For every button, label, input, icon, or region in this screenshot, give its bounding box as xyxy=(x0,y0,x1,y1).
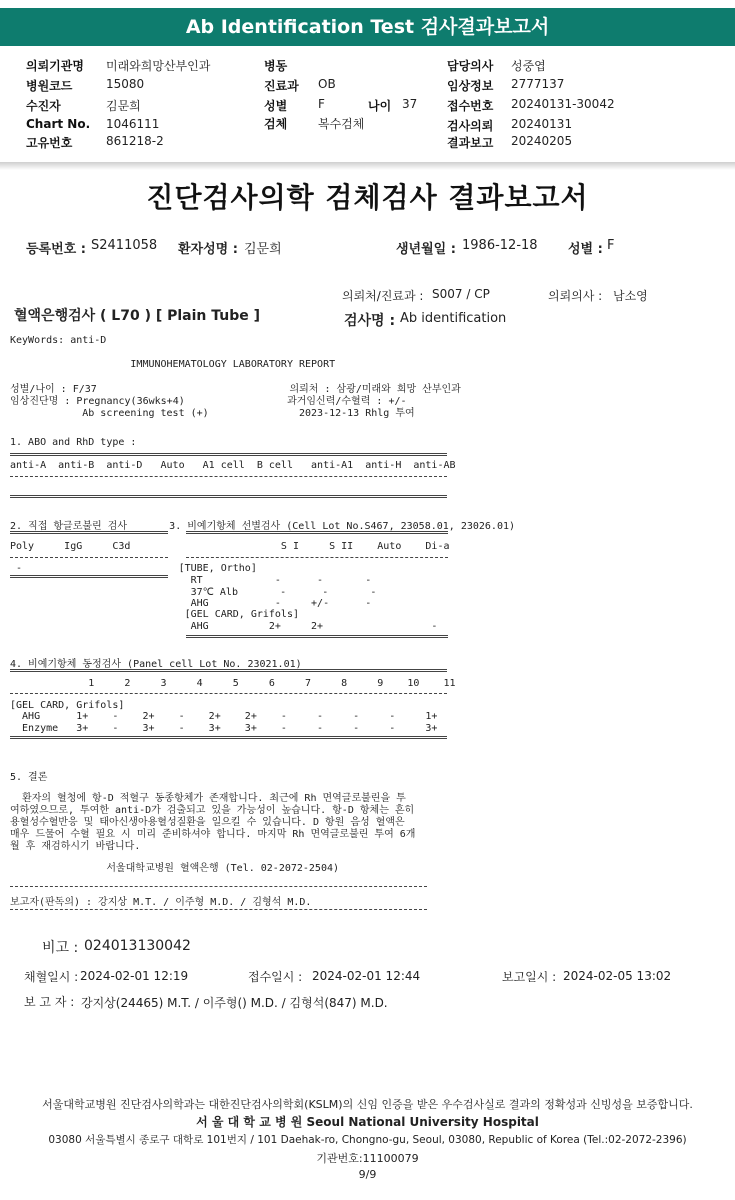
lab-line: 5. 결론 xyxy=(10,772,48,783)
table-rule xyxy=(10,909,427,910)
reporter-value: 강지상(24465) M.T. / 이주형() M.D. / 김형석(847) M.D. xyxy=(81,996,388,1010)
lab-line: AHG 2+ 2+ - xyxy=(10,621,438,632)
info-value: 미래와희망산부인과 xyxy=(106,59,211,73)
reporter-label: 보 고 자 : xyxy=(24,995,75,1009)
lab-line: Enzyme 3+ - 3+ - 3+ 3+ - - - - 3+ xyxy=(10,723,438,734)
info-label: 의뢰기관명 xyxy=(26,59,84,73)
dob-value: 1986-12-18 xyxy=(462,238,538,253)
lab-line: 37℃ Alb - - - xyxy=(10,587,377,598)
lab-line: 환자의 혈청에 항-D 적혈구 동종항체가 존재합니다. 최근에 Rh 면역글로불린을 투 xyxy=(10,793,406,804)
lab-line: 매우 드물어 수혈 필요 시 미리 준비하셔야 합니다. 마지막 Rh 면역글로불린 투여 6개 xyxy=(10,829,416,840)
info-value: 1046111 xyxy=(106,117,160,131)
hospital-name: 서 울 대 학 교 병 원 Seoul National University Hospital xyxy=(196,1115,539,1129)
test-label: 검사명 : xyxy=(344,313,396,329)
remark-label: 비고 : xyxy=(42,940,79,956)
sex-label: 성별 : xyxy=(568,242,603,257)
lab-line: 임상진단명 : Pregnancy(36wks+4) 과거임신력/수혈력 : +/- xyxy=(10,396,407,407)
certification-note: 서울대학교병원 진단검사의학과는 대한진단검사의학회(KSLM)의 신임 인증을 받은 우수검사실로 결과의 정확성과 신빙성을 보증합니다. xyxy=(42,1098,693,1111)
info-label: 검체 xyxy=(264,117,288,131)
info-value: 성중엽 xyxy=(511,59,546,73)
institution-code: 기관번호:11100079 xyxy=(316,1152,419,1165)
sex-value: F xyxy=(607,238,615,253)
info-label: 담당의사 xyxy=(447,59,494,73)
table-rule xyxy=(10,557,168,558)
report-main-title: 진단검사의학 검체검사 결과보고서 xyxy=(146,181,589,214)
info-value: 15080 xyxy=(106,77,145,91)
page-number: 9/9 xyxy=(358,1168,377,1181)
info-value: 20240131-30042 xyxy=(511,97,615,111)
reg-label: 등록번호 : xyxy=(26,242,86,257)
age-value: 37 xyxy=(402,97,418,111)
receive-label: 접수일시 : xyxy=(248,970,303,984)
info-value: F xyxy=(318,97,325,111)
report-header-title: Ab Identification Test 검사결과보고서 xyxy=(0,8,735,46)
lab-line: 월 후 재검하시기 바랍니다. xyxy=(10,841,141,852)
hospital-address: 03080 서울특별시 종로구 대학로 101번지 / 101 Daehak-ro, Chongno-gu, Seoul, 03080, Republic of Korea (Tel.:02-2072-2396) xyxy=(48,1134,687,1146)
table-rule xyxy=(186,531,448,534)
table-rule xyxy=(10,736,447,739)
lab-line: - [TUBE, Ortho] xyxy=(10,563,257,574)
info-label: 병동 xyxy=(264,59,288,73)
panel-divider-shadow xyxy=(0,162,735,170)
lab-line: 성별/나이 : F/37 의뢰처 : 삼광/미래와 희망 산부인과 xyxy=(10,384,461,395)
info-label: 병원코드 xyxy=(26,79,73,93)
table-rule xyxy=(186,557,448,558)
info-value: 복수검체 xyxy=(318,117,365,131)
info-value: 김문희 xyxy=(106,99,141,113)
lab-line: 4. 비예기항체 동정검사 (Panel cell Lot No. 23021.01) xyxy=(10,659,302,670)
info-value: 20240205 xyxy=(511,134,573,148)
dept-label: 의뢰처/진료과 : xyxy=(342,289,424,303)
info-value: 2777137 xyxy=(511,77,565,91)
lab-line: 1. ABO and RhD type : xyxy=(10,437,137,448)
lab-line: 보고자(판독의) : 강지상 M.T. / 이주형 M.D. / 김형석 M.D. xyxy=(10,897,312,908)
info-label: 검사의뢰 xyxy=(447,119,494,133)
info-label: 고유번호 xyxy=(26,136,73,150)
table-rule xyxy=(10,669,447,672)
collect-value: 2024-02-01 12:19 xyxy=(80,969,189,983)
patient-value: 김문희 xyxy=(244,242,282,257)
lab-line: [GEL CARD, Grifols] xyxy=(10,609,299,620)
info-label: Chart No. xyxy=(26,117,91,131)
lab-line: KeyWords: anti-D xyxy=(10,335,107,346)
table-rule xyxy=(10,886,427,887)
info-value: OB xyxy=(318,77,336,91)
lab-line: Poly IgG C3d S I S II Auto Di-a xyxy=(10,541,450,552)
info-label: 접수번호 xyxy=(447,99,494,113)
info-label: 임상정보 xyxy=(447,79,494,93)
dept-value: S007 / CP xyxy=(432,287,490,301)
lab-line: Ab screening test (+) 2023-12-13 Rhlg 투여 xyxy=(10,408,415,419)
table-rule xyxy=(186,635,448,638)
table-rule xyxy=(10,693,447,694)
info-value: 20240131 xyxy=(511,117,573,131)
lab-line: [GEL CARD, Grifols] xyxy=(10,700,125,711)
age-label: 나이 xyxy=(368,99,392,113)
table-rule xyxy=(10,453,447,456)
test-value: Ab identification xyxy=(400,311,507,326)
lab-line: 서울대학교병원 혈액은행 (Tel. 02-2072-2504) xyxy=(10,863,340,874)
dob-label: 생년월일 : xyxy=(396,242,456,257)
remark-value: 024013130042 xyxy=(84,938,191,954)
lab-line: 1 2 3 4 5 6 7 8 9 10 11 xyxy=(10,678,456,689)
doctor-label: 의뢰의사 : xyxy=(548,289,603,303)
lab-line: RT - - - xyxy=(10,575,372,586)
receive-value: 2024-02-01 12:44 xyxy=(312,969,421,983)
lab-line: AHG 1+ - 2+ - 2+ 2+ - - - - 1+ xyxy=(10,711,438,722)
patient-info-panel xyxy=(0,48,735,166)
lab-line: 용혈성수혈반응 및 태아신생아용혈성질환을 일으킬 수 있습니다. D 항원 음성 혈액은 xyxy=(10,817,405,828)
info-label: 수진자 xyxy=(26,99,61,113)
section-title: 혈액은행검사 ( L70 ) [ Plain Tube ] xyxy=(14,308,261,324)
reg-value: S2411058 xyxy=(91,238,158,253)
table-rule xyxy=(10,531,168,534)
table-rule xyxy=(10,476,447,477)
table-rule xyxy=(10,495,447,498)
lab-line: AHG - +/- - xyxy=(10,598,372,609)
doctor-value: 남소영 xyxy=(613,289,648,303)
info-value: 861218-2 xyxy=(106,134,164,148)
info-label: 성별 xyxy=(264,99,288,113)
report-date-label: 보고일시 : xyxy=(502,970,557,984)
lab-line: 2. 직접 항글로불린 검사 3. 비예기항체 선별검사 (Cell Lot No.S467, 23058.01, 23026.01) xyxy=(10,521,516,532)
lab-line: IMMUNOHEMATOLOGY LABORATORY REPORT xyxy=(10,359,336,370)
patient-label: 환자성명 : xyxy=(178,242,238,257)
info-label: 결과보고 xyxy=(447,136,494,150)
info-label: 진료과 xyxy=(264,79,299,93)
collect-label: 채혈일시 : xyxy=(24,970,79,984)
lab-line: anti-A anti-B anti-D Auto A1 cell B cell anti-A1 anti-H anti-AB xyxy=(10,460,456,471)
report-date-value: 2024-02-05 13:02 xyxy=(563,969,672,983)
lab-line: 여하였으므로, 투여한 anti-D가 검출되고 있을 가능성이 높습니다. 항-D 항체는 흔히 xyxy=(10,805,415,816)
